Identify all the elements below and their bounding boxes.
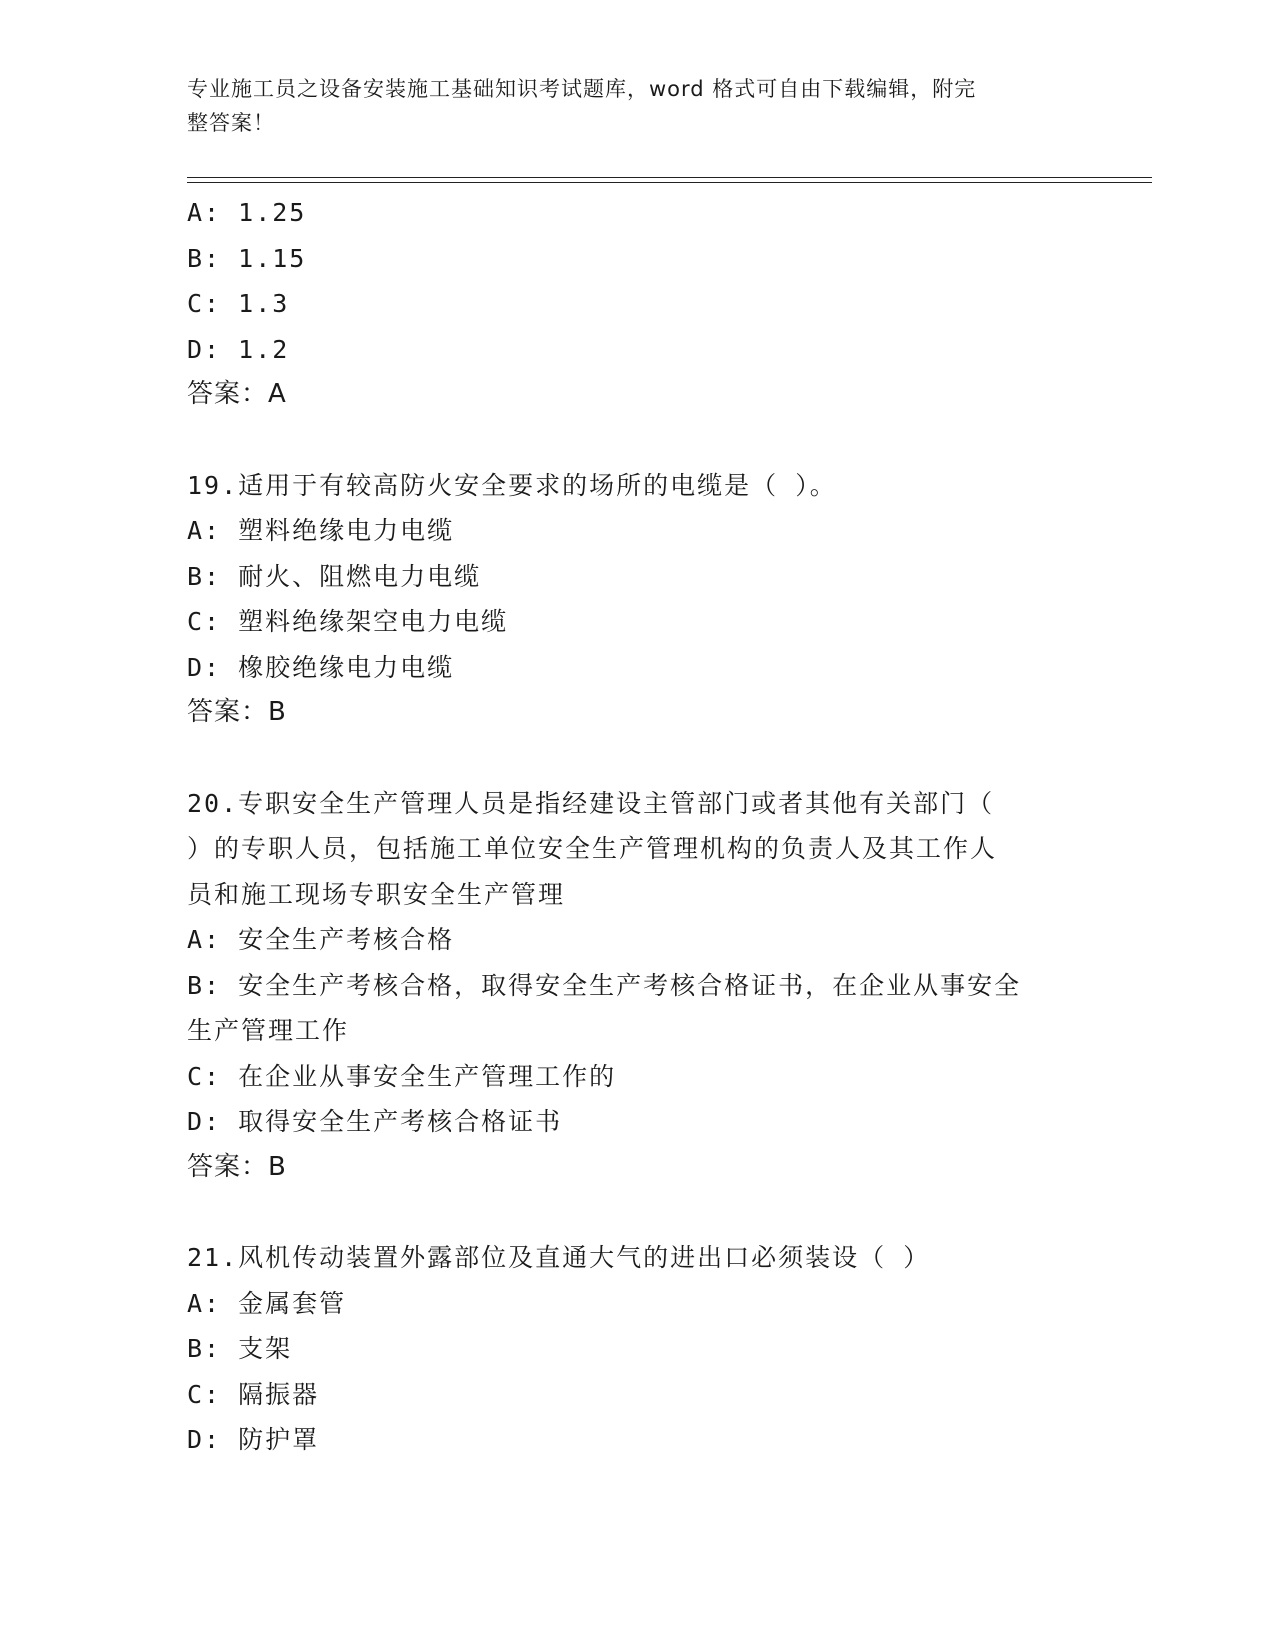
question-text-line-2: ）的专职人员，包括施工单位安全生产管理机构的负责人及其工作人 [187, 834, 998, 863]
option-c: C: 在企业从事安全生产管理工作的 [187, 1061, 617, 1091]
question-19 [187, 463, 1087, 736]
option-b-continued: 生产管理工作 [187, 1016, 350, 1045]
option-a: A: 金属套管 [187, 1288, 347, 1318]
question-list [187, 190, 1087, 1463]
option-c: C: 1.3 [187, 289, 290, 318]
option-b: B: 1.15 [187, 243, 307, 273]
question-20 [187, 781, 1087, 1191]
option-d: D: 取得安全生产考核合格证书 [187, 1107, 563, 1136]
option-a: A: 安全生产考核合格 [187, 925, 455, 954]
option-a: A: 1.25 [187, 198, 307, 227]
question-text-line-3: 员和施工现场专职安全生产管理 [187, 879, 566, 909]
header-line-1: 专业施工员之设备安装施工基础知识考试题库，word 格式可自由下载编辑，附完 [187, 77, 977, 101]
option-c: C: 隔振器 [187, 1379, 320, 1409]
option-d: D: 1.2 [187, 334, 290, 364]
option-b: B: 支架 [187, 1334, 293, 1363]
header-rule-bottom [187, 182, 1152, 183]
document-header [187, 72, 1067, 140]
header-line-2: 整答案！ [187, 111, 275, 135]
question-text-line-1: 20.专职安全生产管理人员是指经建设主管部门或者其他有关部门（ [187, 788, 995, 818]
option-b: B: 耐火、阻燃电力电缆 [187, 561, 482, 591]
option-a: A: 塑料绝缘电力电缆 [187, 516, 455, 545]
question-18 [187, 190, 1087, 418]
option-c: C: 塑料绝缘架空电力电缆 [187, 607, 509, 636]
question-text: 19.适用于有较高防火安全要求的场所的电缆是（ ）。 [187, 470, 837, 500]
option-d: D: 橡胶绝缘电力电缆 [187, 652, 455, 682]
question-text: 21.风机传动装置外露部位及直通大气的进出口必须装设（ ） [187, 1243, 931, 1272]
option-b: B: 安全生产考核合格，取得安全生产考核合格证书，在企业从事安全 [187, 970, 1022, 1000]
option-d: D: 防护罩 [187, 1425, 320, 1454]
answer: 答案：B [187, 1151, 287, 1182]
answer: 答案：B [187, 697, 287, 727]
header-rule-top [187, 177, 1152, 178]
question-21 [187, 1235, 1087, 1463]
answer: 答案：A [187, 379, 287, 409]
